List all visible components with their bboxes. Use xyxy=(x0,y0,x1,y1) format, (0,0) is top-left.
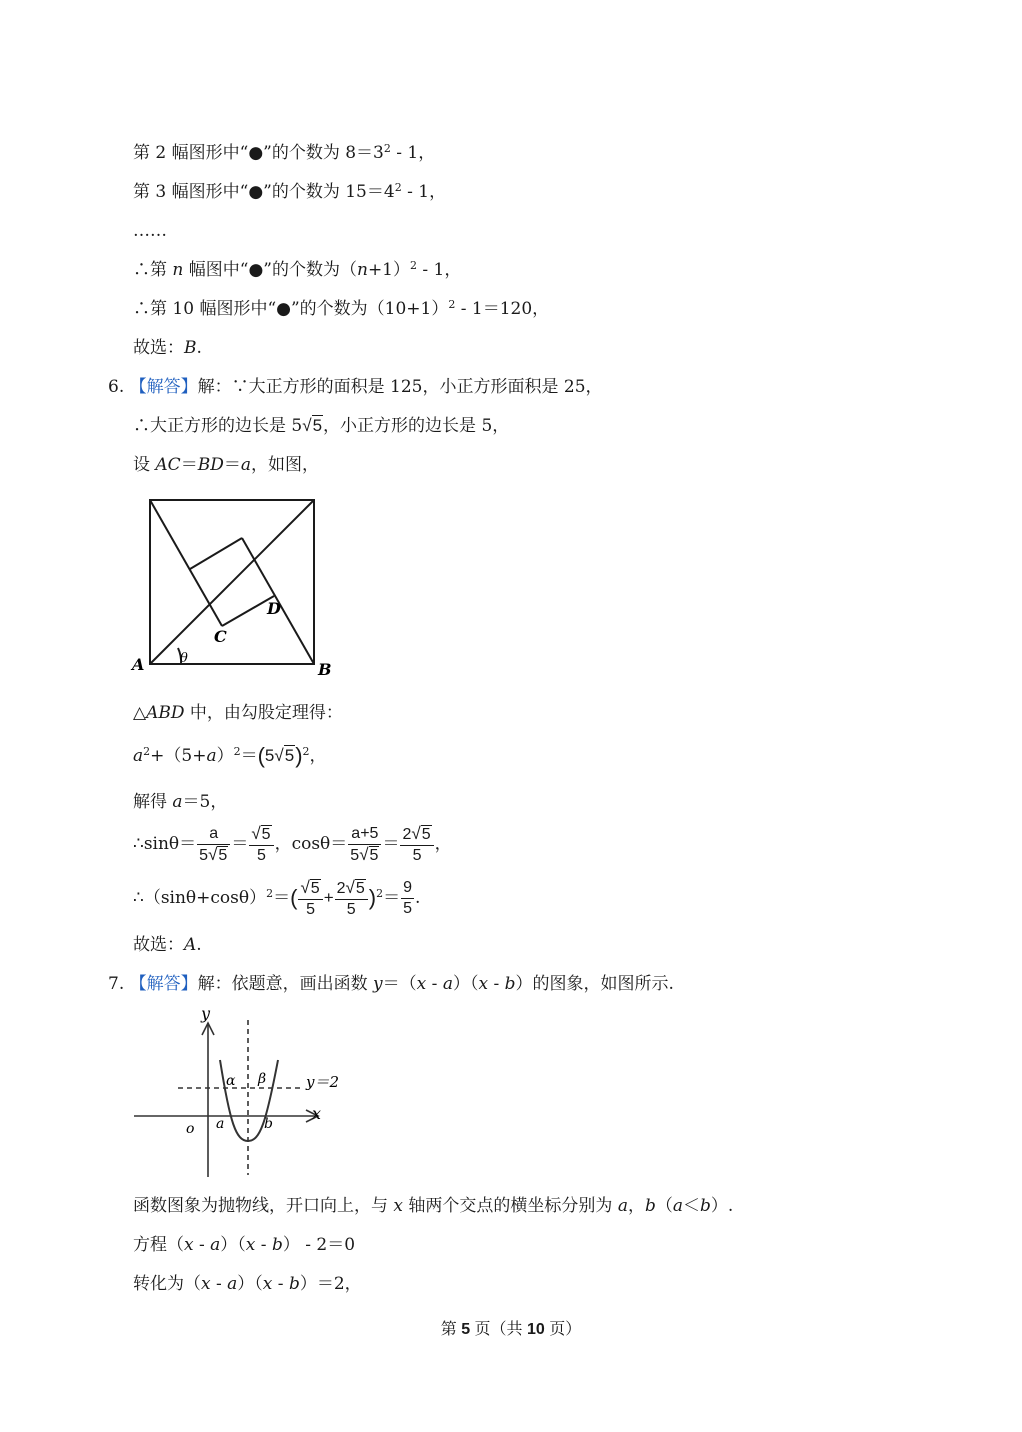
label-B: B xyxy=(318,660,332,679)
text-line: 第 3 幅图形中“●”的个数为 $15=4^2 - 1$， xyxy=(133,181,447,202)
sin-cos-line: ∴sinθ＝ $\frac{a}{5√5}$ ＝ $\frac{√5}{5}$ ，cosθ＝ $\frac{a+5}{5√5}$ ＝ $\frac{2√5}{5}$ ， xyxy=(133,823,452,864)
label-alpha: α xyxy=(226,1073,236,1089)
text-line: 方程（x - a）（x - b） - 2＝0 xyxy=(133,1235,356,1255)
text-line: ∴第 10 幅图形中“●”的个数为$(10+1)^2 - 1=120$， xyxy=(133,298,550,319)
label-D: D xyxy=(267,599,281,618)
page-total: 10 xyxy=(527,1321,545,1338)
text-line: △ABD 中，由勾股定理得： xyxy=(133,703,343,723)
label-x-axis: x xyxy=(312,1104,322,1123)
text-line: ∴第 n 幅图中“●”的个数为$(n+1)^2 - 1$， xyxy=(133,259,462,280)
label-origin: o xyxy=(186,1121,195,1137)
page-footer: 第 5 页（共 10 页） xyxy=(440,1321,582,1338)
label-y-equals-2: y＝2 xyxy=(306,1073,340,1091)
square-figure xyxy=(128,490,338,685)
text-line: ∴大正方形的边长是 5√5，小正方形的边长是 5， xyxy=(133,416,510,436)
answer-line: 故选：B. xyxy=(133,338,202,358)
text-line: 第 2 幅图形中“●”的个数为 $8=3^2 - 1$， xyxy=(133,142,436,163)
text-line: …… xyxy=(133,221,167,241)
answer-tag: 【解答】 xyxy=(129,377,198,397)
label-y-axis: y xyxy=(201,1005,211,1023)
page-number: 5 xyxy=(461,1321,471,1338)
equation-line: $a^2+(5+a)^2=(5√5)^2$， xyxy=(133,743,327,768)
answer-tag: 【解答】 xyxy=(129,974,198,994)
text-line: 设 AC＝BD＝a，如图， xyxy=(133,455,319,475)
label-theta: θ xyxy=(180,651,188,666)
label-A: A xyxy=(132,655,145,674)
question-6-header: 6. 【解答】解：∵大正方形的面积是 125，小正方形面积是 25， xyxy=(108,377,603,397)
text-line: 转化为（x - a）（x - b）＝2， xyxy=(133,1274,362,1294)
label-beta: β xyxy=(258,1071,267,1087)
answer-line: 故选：A. xyxy=(133,935,202,955)
parabola-figure xyxy=(130,1005,340,1180)
label-b: b xyxy=(264,1116,273,1132)
label-a: a xyxy=(216,1116,225,1132)
square-sum-line: $\therefore(\sin\theta+\cos\theta)^2=$( $\frac{√5}{5}$ + $\frac{2√5}{5}$ )$^2$＝ $\frac{9}{5}$ . xyxy=(133,877,421,918)
text-line: 函数图象为抛物线，开口向上，与 x 轴两个交点的横坐标分别为 a，b（a＜b）. xyxy=(133,1196,734,1216)
question-7-header: 7. 【解答】解：依题意，画出函数 y＝（x - a）（x - b）的图象，如图所示. xyxy=(108,974,674,994)
label-C: C xyxy=(214,627,227,646)
text-line: 解得 a＝5， xyxy=(133,792,228,812)
